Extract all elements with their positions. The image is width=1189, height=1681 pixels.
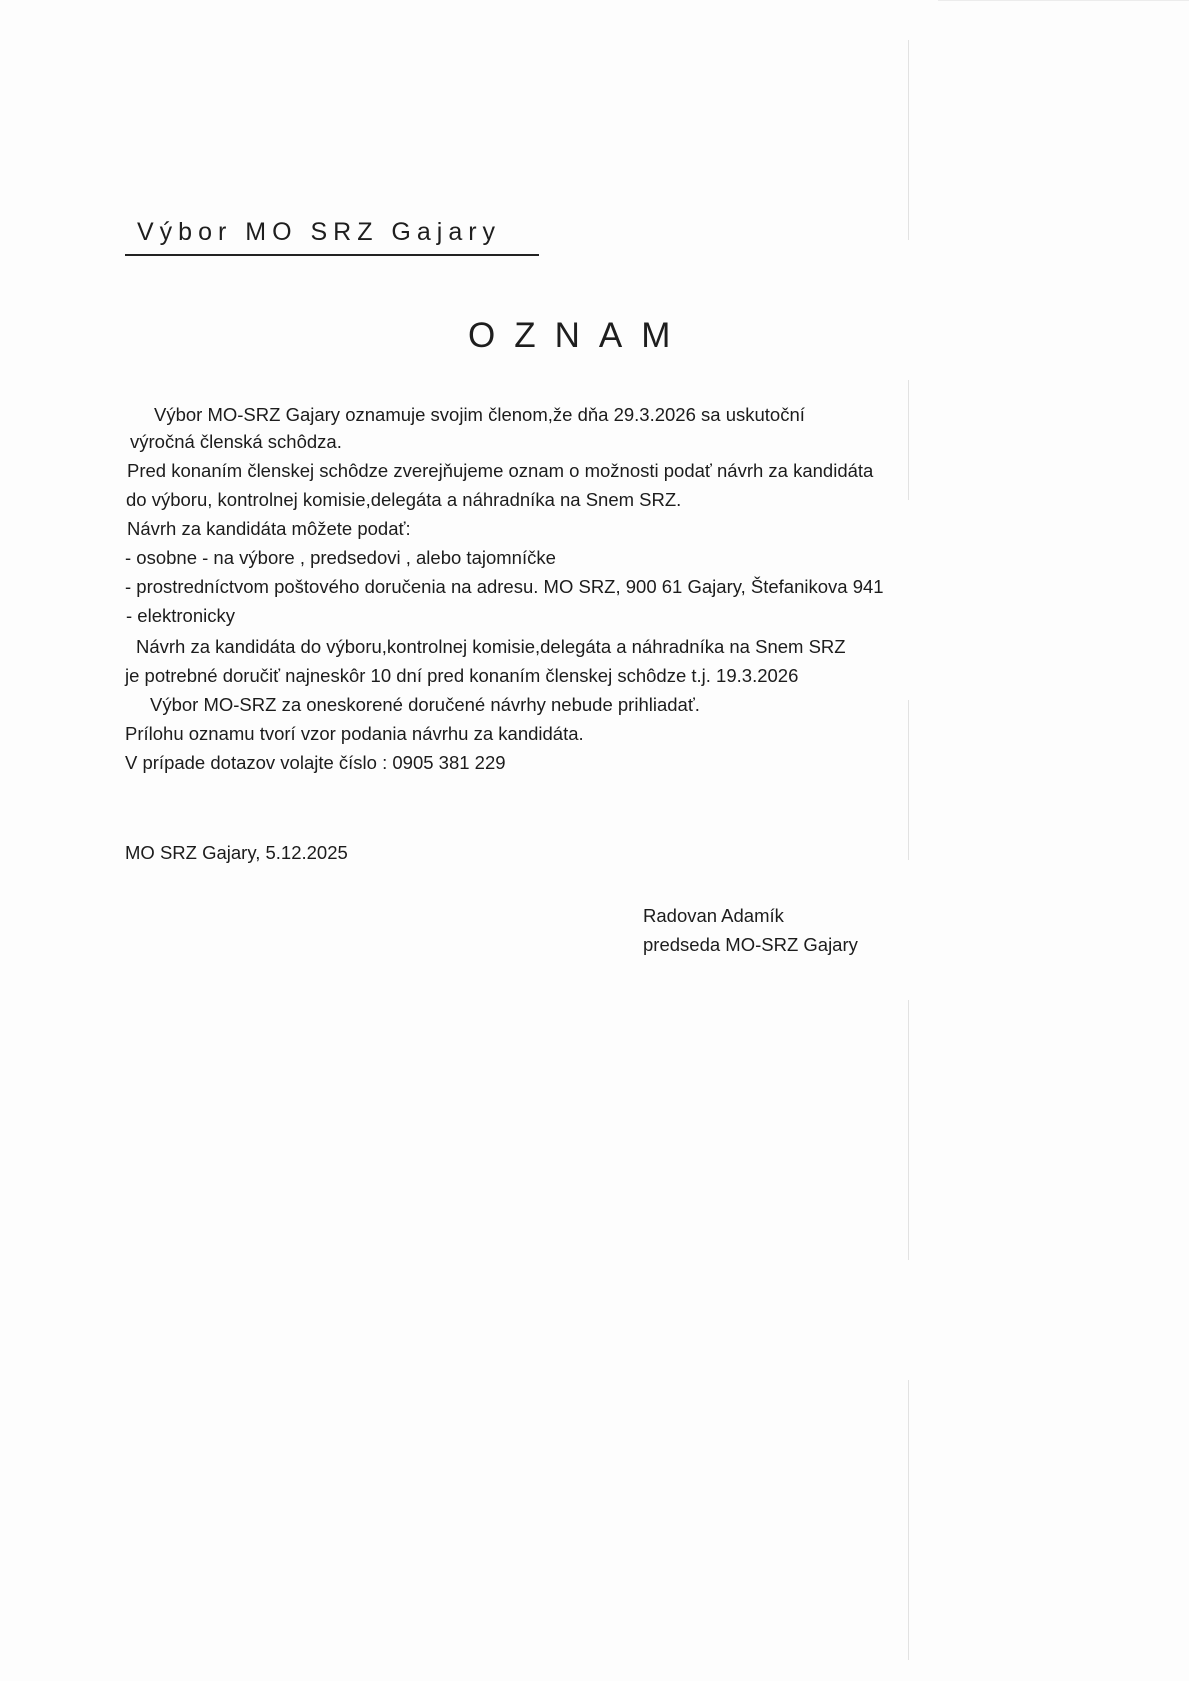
scan-edge-mark xyxy=(908,40,909,240)
body-line: je potrebné doručiť najneskôr 10 dní pred konaním členskej schôdze t.j. 19.3.2026 xyxy=(125,665,799,686)
body-line: Výbor MO-SRZ Gajary oznamuje svojim členom,že dňa 29.3.2026 sa uskutoční xyxy=(154,404,805,425)
body-line: - prostredníctvom poštového doručenia na adresu. MO SRZ, 900 61 Gajary, Štefanikova 941 xyxy=(125,576,884,597)
signature-role: predseda MO-SRZ Gajary xyxy=(643,934,858,955)
body-line: V prípade dotazov volajte číslo : 0905 381 229 xyxy=(125,752,506,773)
place-date: MO SRZ Gajary, 5.12.2025 xyxy=(125,842,348,863)
body-line: do výboru, kontrolnej komisie,delegáta a náhradníka na Snem SRZ. xyxy=(126,489,682,510)
scan-edge-mark xyxy=(908,700,909,860)
signature-name: Radovan Adamík xyxy=(643,905,784,926)
body-line: Pred konaním členskej schôdze zverejňujeme oznam o možnosti podať návrh za kandidáta xyxy=(127,460,874,481)
body-line: Prílohu oznamu tvorí vzor podania návrhu za kandidáta. xyxy=(125,723,584,744)
scan-edge-mark xyxy=(908,1380,909,1660)
body-line: - osobne - na výbore , predsedovi , alebo tajomníčke xyxy=(125,547,556,568)
body-line: Výbor MO-SRZ za oneskorené doručené návrhy nebude prihliadať. xyxy=(150,694,700,715)
committee-heading: Výbor MO SRZ Gajary xyxy=(137,218,502,246)
body-line: Návrh za kandidáta do výboru,kontrolnej komisie,delegáta a náhradníka na Snem SRZ xyxy=(136,636,846,657)
scan-edge-mark xyxy=(908,1000,909,1260)
scan-edge-top xyxy=(938,0,1189,1)
document-title: OZNAM xyxy=(468,316,690,355)
body-line: výročná členská schôdza. xyxy=(130,431,342,452)
body-line: - elektronicky xyxy=(126,605,235,626)
body-line: Návrh za kandidáta môžete podať: xyxy=(127,518,411,539)
heading-underline xyxy=(125,254,539,256)
scan-edge-mark xyxy=(908,380,909,500)
